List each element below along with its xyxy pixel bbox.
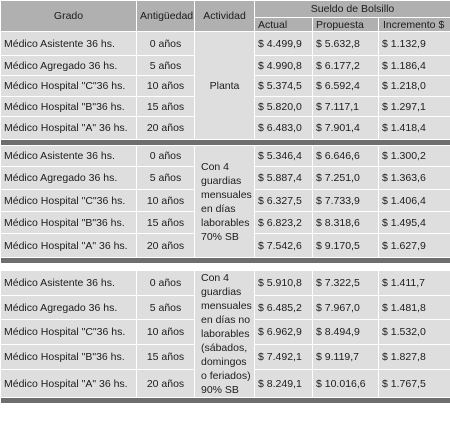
cell-propuesta: $ 7.251,0: [313, 167, 379, 190]
cell-propuesta: $ 6.646,6: [313, 146, 379, 167]
header-propuesta: Propuesta: [313, 18, 379, 32]
cell-propuesta: $ 8.494,9: [313, 320, 379, 345]
cell-incremento: $ 1.297,1: [379, 97, 450, 117]
actividad-line: Con 4: [201, 160, 230, 173]
table-row: [1, 271, 450, 296]
cell-antiguedad: 20 años: [137, 234, 195, 258]
cell-antiguedad: 5 años: [137, 56, 195, 76]
cell-actual: $ 6.823,2: [255, 212, 313, 234]
group-separator: [1, 398, 450, 404]
actividad-line: en días no: [201, 314, 251, 326]
actividad-line: (sábados,: [201, 342, 248, 354]
cell-antiguedad: 20 años: [137, 370, 195, 398]
cell-incremento: $ 1.532,0: [379, 320, 450, 345]
cell-incremento: $ 1.300,2: [379, 146, 450, 167]
actividad-line: en días: [201, 202, 236, 215]
cell-antiguedad: 0 años: [137, 146, 195, 167]
actividad-line: 90% SB: [201, 384, 239, 396]
actividad-line: 70% SB: [201, 230, 239, 243]
cell-grado: Médico Hospital "A" 36 hs.: [1, 370, 137, 398]
gap-cell: [1, 264, 450, 271]
cell-grado: Médico Hospital "C"36 hs.: [1, 320, 137, 345]
cell-actual: $ 4.499,9: [255, 32, 313, 56]
cell-antiguedad: 10 años: [137, 320, 195, 345]
cell-grado: Médico Hospital "C"36 hs.: [1, 76, 137, 97]
cell-grado: Médico Asistente 36 hs.: [1, 146, 137, 167]
cell-propuesta: $ 9.170,5: [313, 234, 379, 258]
cell-incremento: $ 1.411,7: [379, 271, 450, 296]
cell-antiguedad: 5 años: [137, 296, 195, 320]
cell-antiguedad: 10 años: [137, 76, 195, 97]
actividad-line: laborables: [201, 216, 250, 229]
cell-propuesta: $ 9.119,7: [313, 345, 379, 370]
cell-propuesta: $ 10.016,6: [313, 370, 379, 398]
cell-actual: $ 5.820,0: [255, 97, 313, 117]
cell-incremento: $ 1.186,4: [379, 56, 450, 76]
cell-incremento: $ 1.767,5: [379, 370, 450, 398]
cell-incremento: $ 1.132,9: [379, 32, 450, 56]
cell-antiguedad: 10 años: [137, 190, 195, 212]
cell-propuesta: $ 7.967,0: [313, 296, 379, 320]
cell-incremento: $ 1.363,6: [379, 167, 450, 190]
cell-incremento: $ 1.481,8: [379, 296, 450, 320]
cell-actual: $ 7.492,1: [255, 345, 313, 370]
cell-actual: $ 5.374,5: [255, 76, 313, 97]
cell-actividad: [195, 32, 255, 140]
cell-incremento: $ 1.827,8: [379, 345, 450, 370]
cell-incremento: $ 1.627,9: [379, 234, 450, 258]
cell-actividad: [195, 271, 255, 398]
cell-actual: $ 6.962,9: [255, 320, 313, 345]
cell-propuesta: $ 8.318,6: [313, 212, 379, 234]
cell-propuesta: $ 7.322,5: [313, 271, 379, 296]
actividad-line: o feriados): [201, 370, 251, 382]
cell-propuesta: $ 6.592,4: [313, 76, 379, 97]
cell-antiguedad: 20 años: [137, 117, 195, 140]
separator-bar: [1, 398, 450, 404]
cell-grado: Médico Hospital "A" 36 hs.: [1, 234, 137, 258]
header-grado: Grado: [1, 1, 137, 32]
cell-actual: $ 4.990,8: [255, 56, 313, 76]
cell-incremento: $ 1.218,0: [379, 76, 450, 97]
cell-incremento: $ 1.418,4: [379, 117, 450, 140]
cell-propuesta: $ 7.733,9: [313, 190, 379, 212]
cell-actual: $ 5.346,4: [255, 146, 313, 167]
actividad-line: mensuales: [201, 188, 252, 201]
cell-propuesta: $ 6.177,2: [313, 56, 379, 76]
actividad-line: laborables: [201, 328, 250, 340]
cell-antiguedad: 5 años: [137, 167, 195, 190]
actividad-line: guardias: [201, 174, 242, 187]
cell-grado: Médico Hospital "B"36 hs.: [1, 345, 137, 370]
table-row: [1, 146, 450, 167]
cell-actual: $ 5.887,4: [255, 167, 313, 190]
cell-actual: $ 5.910,8: [255, 271, 313, 296]
cell-incremento: $ 1.406,4: [379, 190, 450, 212]
header-incremento: Incremento $: [379, 18, 450, 32]
cell-antiguedad: 15 años: [137, 97, 195, 117]
cell-actividad: [195, 146, 255, 258]
cell-propuesta: $ 5.632,8: [313, 32, 379, 56]
actividad-line: domingos: [201, 356, 247, 368]
cell-actual: $ 6.483,0: [255, 117, 313, 140]
cell-grado: Médico Agregado 36 hs.: [1, 296, 137, 320]
cell-actual: $ 6.327,5: [255, 190, 313, 212]
cell-propuesta: $ 7.117,1: [313, 97, 379, 117]
cell-grado: Médico Hospital "A" 36 hs.: [1, 117, 137, 140]
cell-actual: $ 7.542,6: [255, 234, 313, 258]
cell-antiguedad: 0 años: [137, 32, 195, 56]
cell-grado: Médico Asistente 36 hs.: [1, 32, 137, 56]
cell-grado: Médico Agregado 36 hs.: [1, 56, 137, 76]
header-sueldo-de-bolsillo: Sueldo de Bolsillo: [255, 1, 450, 18]
actividad-line: mensuales: [201, 300, 252, 312]
cell-incremento: $ 1.495,4: [379, 212, 450, 234]
cell-grado: Médico Hospital "C"36 hs.: [1, 190, 137, 212]
actividad-line: Con 4: [201, 272, 230, 284]
cell-grado: Médico Hospital "B"36 hs.: [1, 97, 137, 117]
cell-antiguedad: 0 años: [137, 271, 195, 296]
cell-grado: Médico Hospital "B"36 hs.: [1, 212, 137, 234]
actividad-line: Planta: [209, 79, 240, 92]
cell-grado: Médico Agregado 36 hs.: [1, 167, 137, 190]
cell-grado: Médico Asistente 36 hs.: [1, 271, 137, 296]
table-row: [1, 32, 450, 56]
actividad-line: guardias: [201, 286, 242, 298]
group-gap: [1, 264, 450, 271]
cell-actual: $ 6.485,2: [255, 296, 313, 320]
cell-actual: $ 8.249,1: [255, 370, 313, 398]
header-antiguedad: Antigüedad: [137, 1, 195, 32]
cell-propuesta: $ 7.901,4: [313, 117, 379, 140]
header-actual: Actual: [255, 18, 313, 32]
header-actividad: Actividad: [195, 1, 255, 32]
cell-antiguedad: 15 años: [137, 345, 195, 370]
cell-antiguedad: 15 años: [137, 212, 195, 234]
